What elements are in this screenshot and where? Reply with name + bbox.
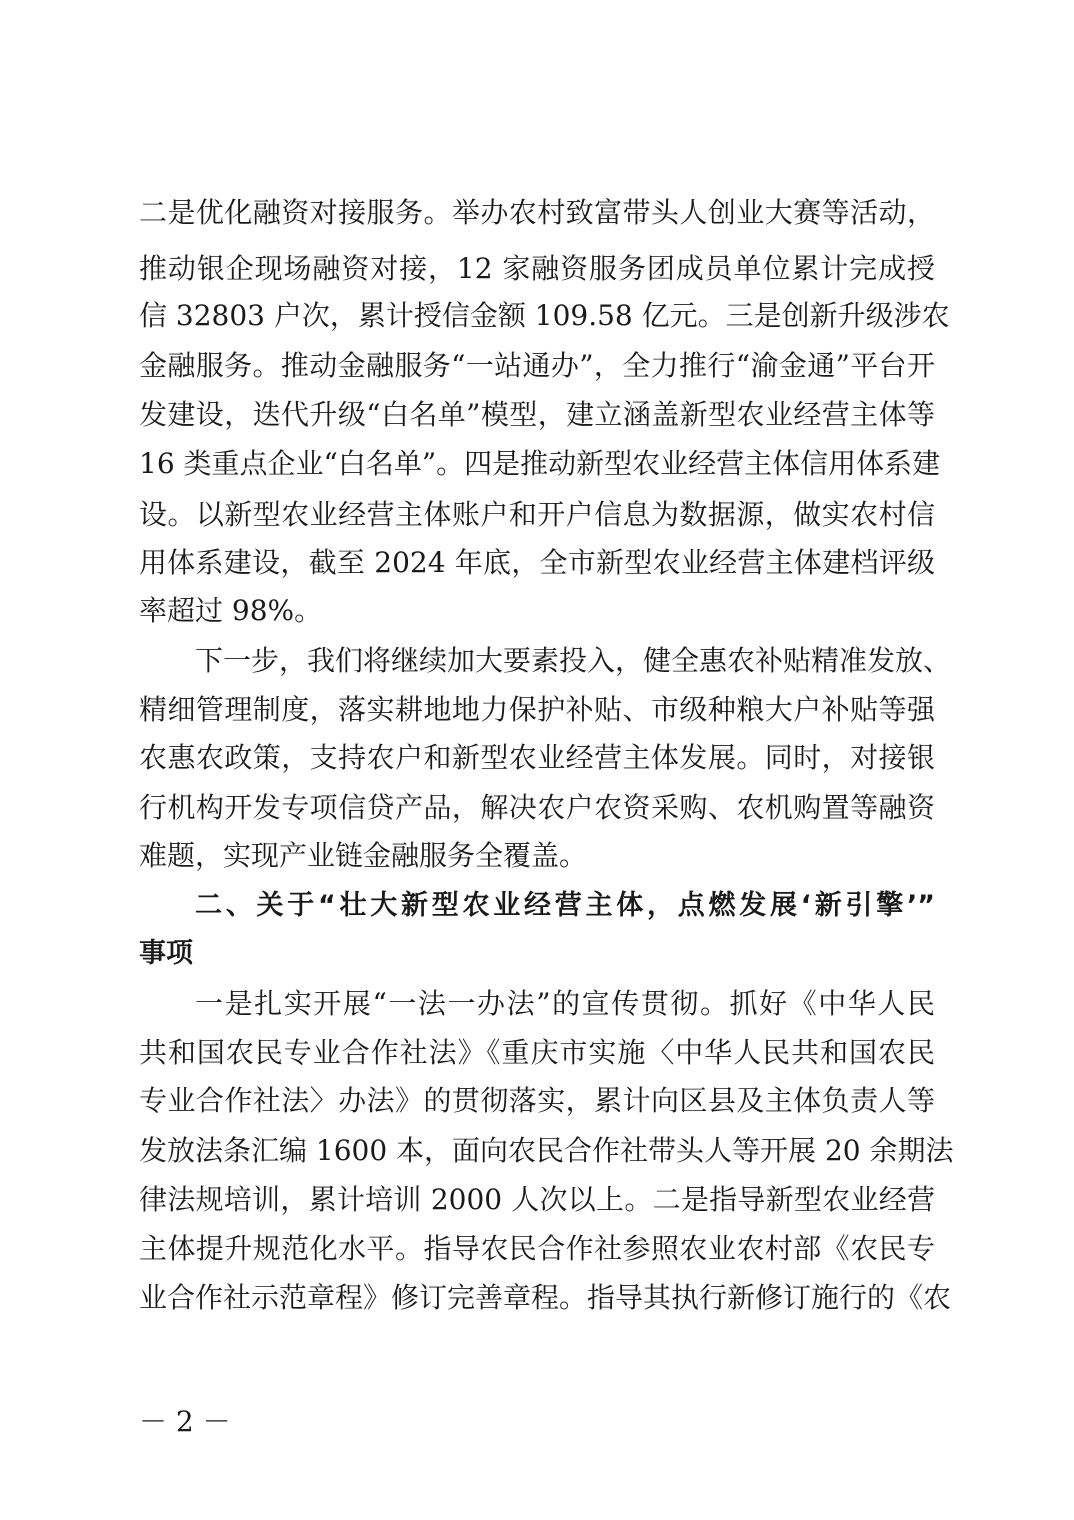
paragraph-2-line-5: 难题，实现产业链金融服务全覆盖。: [139, 839, 588, 872]
section-heading-line-1: 二、关于“壮大新型农业经营主体，点燃发展‘新引擎’”: [195, 890, 935, 921]
paragraph-2-line-1: 下一步，我们将继续加大要素投入，健全惠农补贴精准发放、: [195, 644, 952, 677]
paragraph-1-line-8: 用体系建设，截至 2024 年底，全市新型农业经营主体建档评级: [139, 546, 935, 579]
paragraph-2-line-4: 行机构开发专项信贷产品，解决农户农资采购、农机购置等融资: [139, 791, 935, 824]
paragraph-1-line-3: 信 32803 户次，累计授信金额 109.58 亿元。三是创新升级涉农: [139, 299, 950, 332]
paragraph-1-line-4: 金融服务。推动金融服务“一站通办”，全力推行“渝金通”平台开: [139, 349, 935, 382]
paragraph-1-line-7: 设。以新型农业经营主体账户和开户信息为数据源，做实农村信: [139, 498, 935, 531]
paragraph-1-line-1: 二是优化融资对接服务。举办农村致富带头人创业大赛等活动，: [139, 196, 935, 229]
paragraph-2-line-3: 农惠农政策，支持农户和新型农业经营主体发展。同时，对接银: [139, 741, 935, 774]
paragraph-1-line-6: 16 类重点企业“白名单”。四是推动新型农业经营主体信用体系建: [139, 447, 941, 480]
paragraph-3-line-6: 主体提升规范化水平。指导农民合作社参照农业农村部《农民专: [139, 1232, 935, 1265]
paragraph-1-line-9: 率超过 98%。: [139, 594, 323, 627]
paragraph-3-line-5: 律法规培训，累计培训 2000 人次以上。二是指导新型农业经营: [139, 1183, 935, 1216]
paragraph-3-line-3: 专业合作社法〉办法》的贯彻落实，累计向区县及主体负责人等: [139, 1084, 935, 1117]
paragraph-3-line-1: 一是扎实开展“一法一办法”的宣传贯彻。抓好《中华人民: [195, 987, 935, 1020]
paragraph-3-line-7: 业合作社示范章程》修订完善章程。指导其执行新修订施行的《农: [139, 1281, 952, 1314]
paragraph-1-line-2: 推动银企现场融资对接，12 家融资服务团成员单位累计完成授: [139, 252, 935, 285]
paragraph-3-line-4: 发放法条汇编 1600 本，面向农民合作社带头人等开展 20 余期法: [139, 1134, 954, 1167]
paragraph-2-line-2: 精细管理制度，落实耕地地力保护补贴、市级种粮大户补贴等强: [139, 693, 935, 726]
page-number: － 2 －: [139, 1405, 231, 1438]
paragraph-1-line-5: 发建设，迭代升级“白名单”模型，建立涵盖新型农业经营主体等: [139, 398, 935, 431]
section-heading-line-2: 事项: [139, 938, 193, 969]
paragraph-3-line-2: 共和国农民专业合作社法》《重庆市实施〈中华人民共和国农民: [139, 1036, 935, 1069]
